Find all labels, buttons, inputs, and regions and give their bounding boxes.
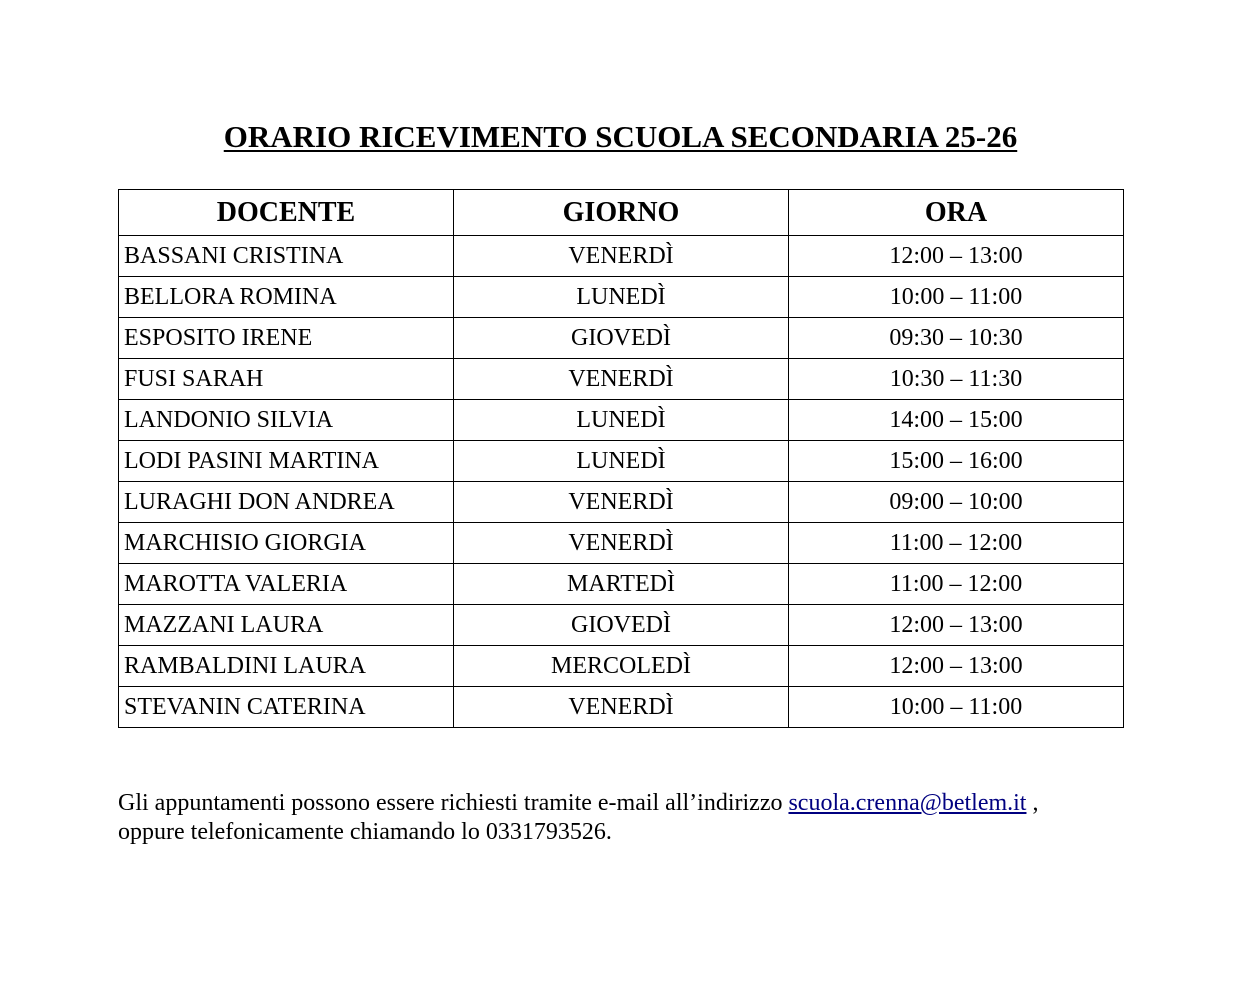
table-row: [119, 523, 1124, 564]
table-row: [119, 482, 1124, 523]
footer-text-after-link: ,: [1026, 790, 1039, 816]
email-link[interactable]: scuola.crenna@betlem.it: [788, 790, 1027, 816]
cell-giorno: LUNEDÌ: [454, 441, 789, 482]
cell-docente: STEVANIN CATERINA: [119, 687, 454, 728]
cell-ora: 10:30 – 11:30: [789, 359, 1124, 400]
cell-giorno: GIOVEDÌ: [454, 605, 789, 646]
page-title: ORARIO RICEVIMENTO SCUOLA SECONDARIA 25-26: [223, 119, 1018, 154]
cell-giorno: VENERDÌ: [454, 236, 789, 277]
cell-giorno: VENERDÌ: [454, 687, 789, 728]
cell-ora: 10:00 – 11:00: [789, 687, 1124, 728]
cell-ora: 12:00 – 13:00: [789, 605, 1124, 646]
table-row: [119, 687, 1124, 728]
table-row: [119, 605, 1124, 646]
table-row: [119, 236, 1124, 277]
cell-giorno: MARTEDÌ: [454, 564, 789, 605]
cell-docente: LANDONIO SILVIA: [119, 400, 454, 441]
footer-second-line: oppure telefonicamente chiamando lo 0331793526.: [118, 819, 612, 845]
column-header-ora: ORA: [789, 190, 1124, 236]
cell-ora: 11:00 – 12:00: [789, 564, 1124, 605]
column-header-giorno: GIORNO: [454, 190, 789, 236]
cell-docente: MAZZANI LAURA: [119, 605, 454, 646]
cell-giorno: LUNEDÌ: [454, 277, 789, 318]
schedule-table: [118, 189, 1124, 728]
footer-text-before-link: Gli appuntamenti possono essere richiesti tramite e-mail all’indirizzo: [118, 790, 789, 816]
cell-ora: 10:00 – 11:00: [789, 277, 1124, 318]
table-header-row: [119, 190, 1124, 236]
cell-giorno: GIOVEDÌ: [454, 318, 789, 359]
cell-docente: FUSI SARAH: [119, 359, 454, 400]
cell-docente: LODI PASINI MARTINA: [119, 441, 454, 482]
cell-docente: LURAGHI DON ANDREA: [119, 482, 454, 523]
table-row: [119, 646, 1124, 687]
cell-ora: 09:00 – 10:00: [789, 482, 1124, 523]
cell-docente: ESPOSITO IRENE: [119, 318, 454, 359]
cell-ora: 14:00 – 15:00: [789, 400, 1124, 441]
table-row: [119, 277, 1124, 318]
cell-ora: 12:00 – 13:00: [789, 236, 1124, 277]
cell-docente: BASSANI CRISTINA: [119, 236, 454, 277]
footer-note: [118, 789, 1128, 847]
cell-giorno: VENERDÌ: [454, 482, 789, 523]
cell-giorno: MERCOLEDÌ: [454, 646, 789, 687]
cell-giorno: VENERDÌ: [454, 523, 789, 564]
cell-ora: 11:00 – 12:00: [789, 523, 1124, 564]
cell-docente: BELLORA ROMINA: [119, 277, 454, 318]
cell-giorno: VENERDÌ: [454, 359, 789, 400]
table-row: [119, 359, 1124, 400]
cell-ora: 12:00 – 13:00: [789, 646, 1124, 687]
cell-docente: MARCHISIO GIORGIA: [119, 523, 454, 564]
cell-ora: 09:30 – 10:30: [789, 318, 1124, 359]
table-row: [119, 318, 1124, 359]
cell-docente: RAMBALDINI LAURA: [119, 646, 454, 687]
table-row: [119, 400, 1124, 441]
table-row: [119, 441, 1124, 482]
cell-ora: 15:00 – 16:00: [789, 441, 1124, 482]
column-header-docente: DOCENTE: [119, 190, 454, 236]
cell-docente: MAROTTA VALERIA: [119, 564, 454, 605]
cell-giorno: LUNEDÌ: [454, 400, 789, 441]
table-row: [119, 564, 1124, 605]
